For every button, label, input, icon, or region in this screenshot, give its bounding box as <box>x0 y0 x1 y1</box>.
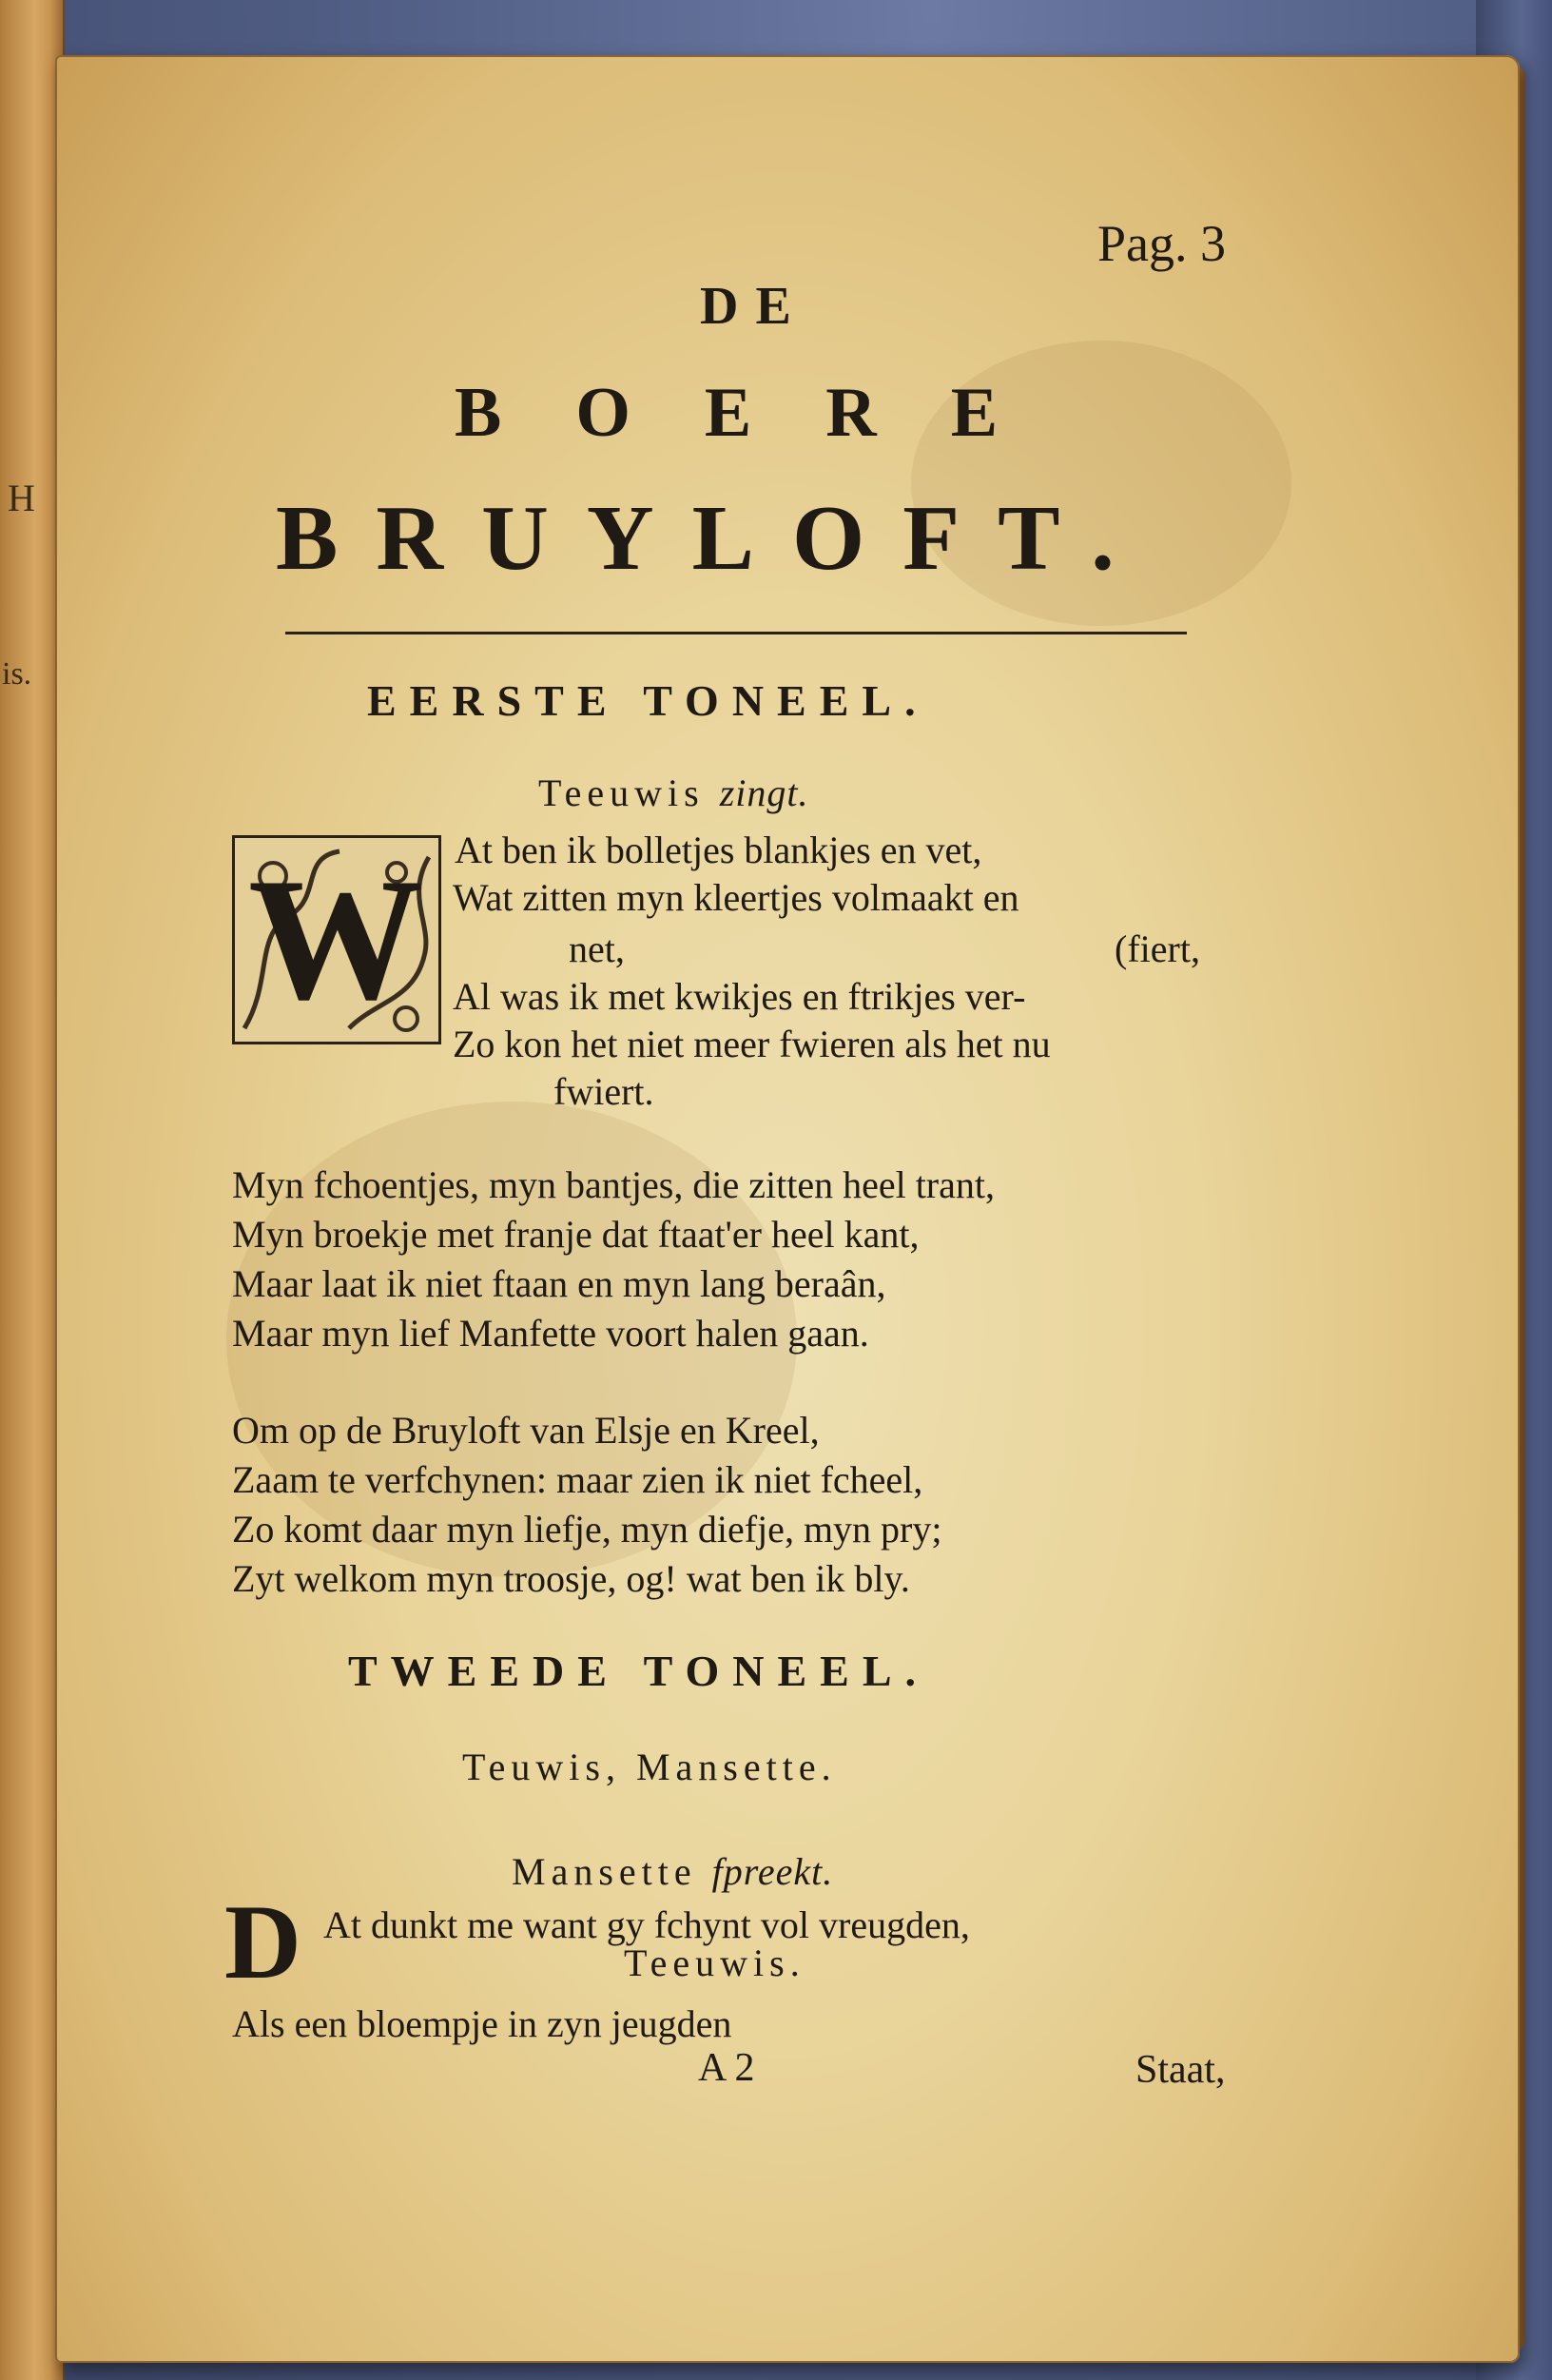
speaker-name: Teeuwis <box>538 771 705 814</box>
left-page-fragment-mid: is. <box>2 656 32 692</box>
speaker-line-1 <box>538 771 809 815</box>
left-page-fragment-top: H <box>8 477 35 519</box>
scene-cast: Teuwis, Mansette. <box>462 1746 837 1788</box>
scene-heading-1: EERSTE TONEEL. <box>367 676 929 725</box>
title-line-bruyloft: BRUYLOFT. <box>276 487 1153 590</box>
page-number: Pag. 3 <box>1097 215 1226 272</box>
signature-mark: A 2 <box>698 2046 755 2090</box>
verse-line: Wat zitten myn kleertjes volmaakt en <box>453 876 1019 919</box>
dialogue-line: Als een bloempje in zyn jeugden <box>232 2002 732 2045</box>
verse-line: Al was ik met kwikjes en ftrikjes ver- <box>453 975 1026 1018</box>
verse-line: At ben ik bolletjes blankjes en vet, <box>455 829 982 871</box>
title-line-boere: BOERE <box>455 374 1073 452</box>
title-rule <box>285 632 1187 634</box>
verse-line: Zo komt daar myn liefje, myn diefje, myn pry; <box>232 1508 942 1551</box>
dialogue-line: At dunkt me want gy fchynt vol vreugden, <box>323 1903 970 1946</box>
title-line-de: DE <box>700 277 808 336</box>
speaker-line-2 <box>512 1849 833 1894</box>
verse-line: Zo kon het niet meer fwieren als het nu <box>453 1023 1051 1065</box>
speaker-name: Mansette <box>512 1850 697 1893</box>
speaker-action: zingt. <box>719 771 809 814</box>
verse-line: Myn fchoentjes, myn bantjes, die zitten heel trant, <box>232 1163 995 1206</box>
scene-heading-2: TWEEDE TONEEL. <box>348 1647 930 1695</box>
verse-line: fwiert. <box>553 1070 654 1113</box>
verse-line: Maar myn lief Manfette voort halen gaan. <box>232 1312 869 1355</box>
drop-cap-d: D <box>224 1883 301 2001</box>
speaker-action: fpreekt. <box>711 1850 834 1893</box>
verse-line: net, <box>569 927 625 970</box>
speaker-line-3: Teeuwis. <box>624 1941 805 1984</box>
verse-line: Zyt welkom myn troosje, og! wat ben ik bly. <box>232 1557 910 1600</box>
ornamental-drop-cap-w <box>232 835 441 1044</box>
verse-line: Maar laat ik niet ftaan en myn lang beraân, <box>232 1262 886 1305</box>
verse-line: Myn broekje met franje dat ftaat'er heel kant, <box>232 1213 920 1256</box>
drop-cap-letter-w: W <box>248 842 423 1036</box>
verse-line: Zaam te verfchynen: maar zien ik niet fcheel, <box>232 1458 923 1501</box>
verse-line: (fiert, <box>1115 927 1200 970</box>
catchword: Staat, <box>1135 2048 1226 2092</box>
verse-line: Om op de Bruyloft van Elsje en Kreel, <box>232 1409 820 1452</box>
